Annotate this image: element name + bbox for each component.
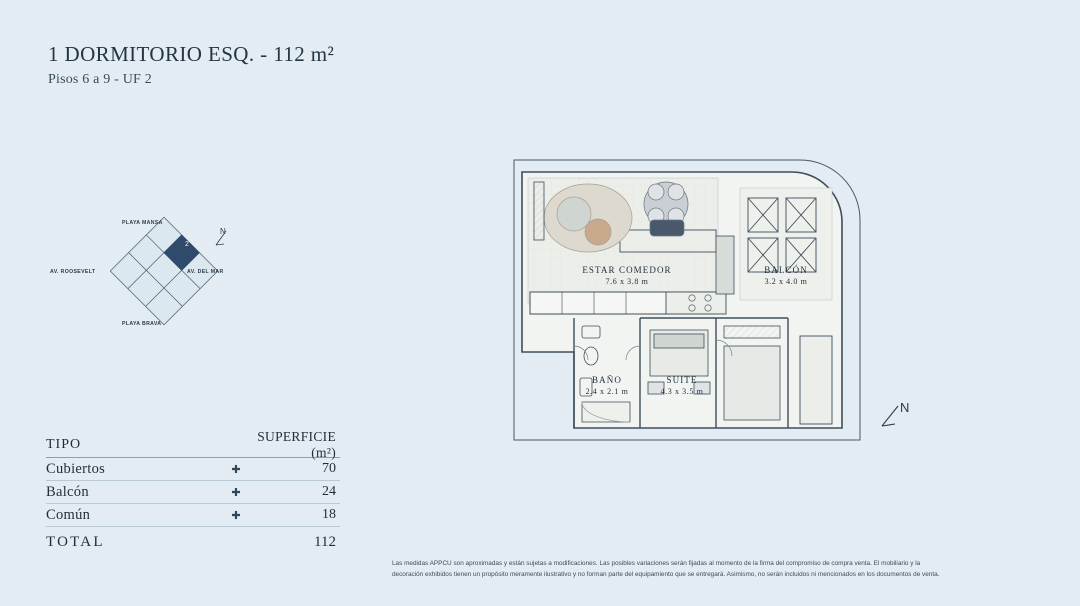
page-subtitle: Pisos 6 a 9 - UF 2 [48, 72, 152, 87]
keymap-north-label: N [220, 227, 226, 236]
row-value: 24 [322, 484, 336, 499]
plan-north-indicator [900, 400, 909, 415]
row-label: Balcón [46, 483, 89, 500]
table-header-area: SUPERFICIE (m²) [257, 428, 336, 460]
plus-icon: ✚ [231, 487, 241, 499]
disclaimer [392, 558, 1052, 580]
table-header-row [46, 428, 340, 460]
plus-icon: ✚ [231, 510, 241, 522]
keymap-street-top: PLAYA MANSA [122, 220, 163, 226]
north-arrow-icon [878, 402, 912, 434]
plan-north-label: N [900, 400, 910, 415]
plus-icon: ✚ [231, 464, 241, 476]
room-label-suite: SUITE 4.3 x 3.5 m [660, 375, 704, 396]
disclaimer-line-1: Las medidas APPCU son aproximadas y están sujetas a modificaciones. Las posibles variaciones serán fijadas al momento de la firma del compromiso de compra venta. El mobiliario y la [392, 560, 921, 567]
area-table [46, 428, 340, 557]
row-value: 70 [322, 461, 336, 476]
keymap-street-left: AV. ROOSEVELT [50, 269, 96, 275]
table-total-row [46, 527, 340, 557]
keymap-street-right: AV. DEL MAR [187, 269, 224, 275]
floor-plan [470, 140, 940, 470]
keymap-street-bottom: PLAYA BRAVA [122, 321, 162, 327]
room-label-estar-comedor: ESTAR COMEDOR 7.6 x 3.8 m [582, 265, 672, 286]
table-row [46, 458, 340, 481]
total-value: 112 [314, 533, 336, 550]
keymap-unit-number: 2 [185, 241, 189, 248]
location-keymap [46, 205, 276, 325]
table-row [46, 504, 340, 527]
page-title: 1 DORMITORIO ESQ. - 112 m² [48, 42, 335, 66]
floor-plan-drawing [470, 140, 940, 470]
total-label: TOTAL [46, 533, 105, 550]
table-row [46, 481, 340, 504]
row-label: Cubiertos [46, 460, 106, 477]
row-label: Común [46, 506, 91, 523]
disclaimer-line-2: decoración exhibidos tienen un propósito meramente ilustrativo y no forman parte del equipamiento que se entregará. Asimismo, no serán incluidos ni mencionados en los documentos de venta. [392, 571, 940, 579]
row-value: 18 [322, 507, 336, 522]
room-label-bano: BAÑO 2.4 x 2.1 m [585, 375, 629, 396]
table-header-type: TIPO [46, 436, 82, 452]
room-label-balcon: BALCÓN 3.2 x 4.0 m [764, 265, 808, 286]
